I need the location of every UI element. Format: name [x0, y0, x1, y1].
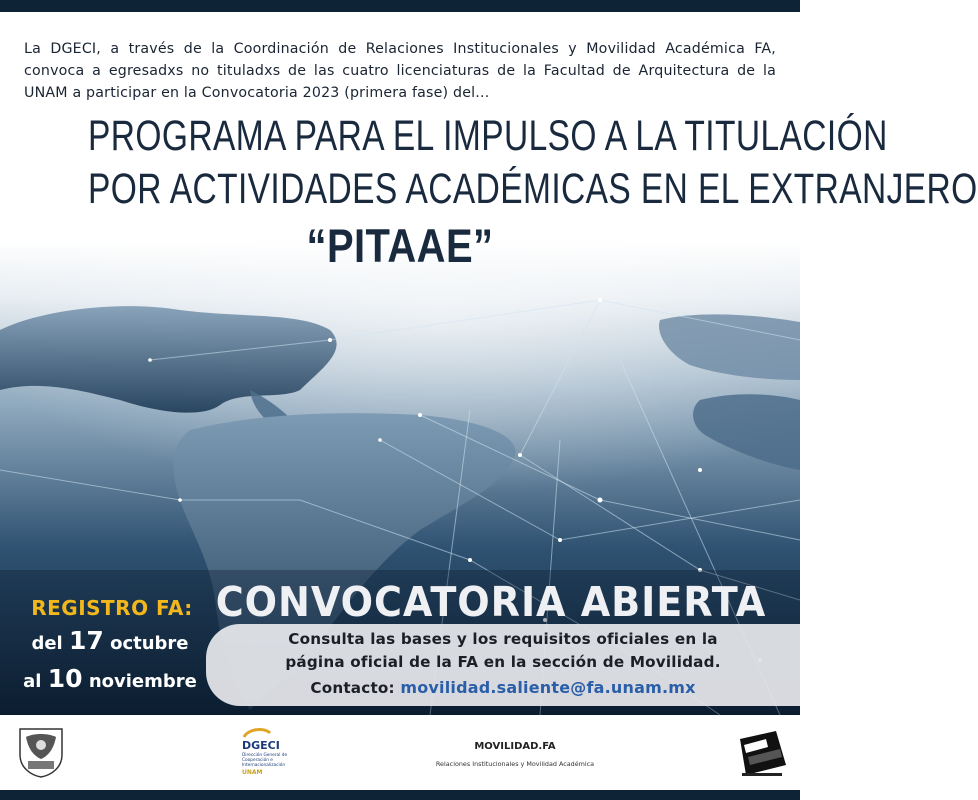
end-day: 10	[47, 664, 83, 693]
movilidad-subtitle: Relaciones Institucionales y Movilidad Académica	[435, 760, 595, 768]
info-line-2: página oficial de la FA en la sección de Movilidad.	[285, 653, 721, 671]
info-panel	[206, 624, 800, 706]
fa-logo-icon	[736, 725, 790, 781]
info-line-1: Consulta las bases y los requisitos oficiales en la	[288, 630, 718, 648]
top-bar	[0, 0, 800, 12]
dgeci-logo	[238, 727, 318, 779]
dgeci-subtitle: Dirección General de Cooperación e Internacionalización	[242, 753, 288, 768]
title-line-2: POR ACTIVIDADES ACADÉMICAS EN EL EXTRANJERO	[88, 165, 978, 213]
title-line-1: PROGRAMA PARA EL IMPULSO A LA TITULACIÓN	[88, 112, 888, 160]
contact-line	[206, 678, 800, 697]
contact-email-link[interactable]: movilidad.saliente@fa.unam.mx	[400, 678, 696, 697]
registro-start-date	[10, 626, 210, 655]
bottom-bar	[0, 790, 800, 800]
contact-label: Contacto:	[310, 679, 395, 697]
end-prefix: al	[23, 671, 42, 692]
end-month: noviembre	[88, 671, 197, 692]
dgeci-unam: UNAM	[242, 769, 263, 776]
dgeci-title: DGECI	[242, 739, 280, 752]
program-acronym: “PITAAE”	[306, 219, 494, 272]
start-prefix: del	[31, 633, 63, 654]
dgeci-logo-icon	[242, 727, 272, 739]
registro-label: REGISTRO FA:	[31, 596, 193, 620]
movilidad-title: MOVILIDAD.FA	[474, 741, 556, 752]
intro-paragraph: La DGECI, a través de la Coordinación de Relaciones Institucionales y Movilidad Académica FA, convoca a egresadxs no tituladxs de las cuatro licenciaturas de la Facultad de Arquitectura de la UNAM a participar en la Convocatoria 2023 (primera fase) del...	[24, 41, 776, 101]
start-month: octubre	[110, 633, 189, 654]
start-day: 17	[69, 626, 104, 655]
unam-seal-icon	[16, 725, 66, 779]
convocatoria-heading: CONVOCATORIA ABIERTA	[215, 578, 767, 626]
registro-end-date	[10, 664, 210, 693]
footer	[0, 715, 800, 790]
